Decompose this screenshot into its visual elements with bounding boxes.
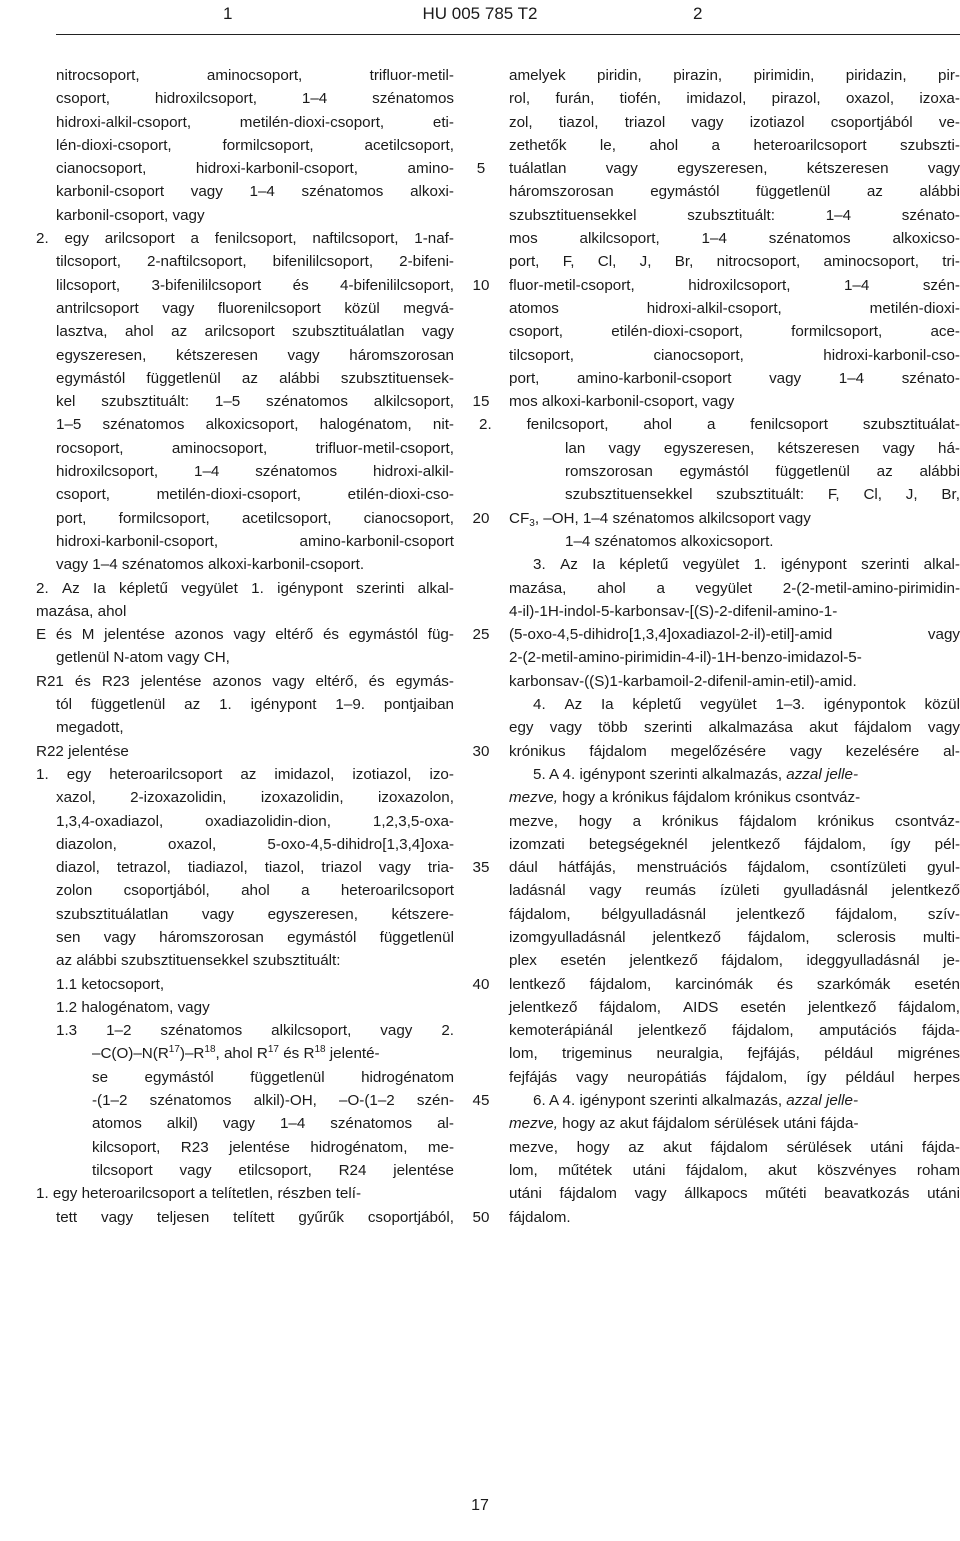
left-text-line: tól függetlenül az 1. igénypont 1–9. pontjaiban [56, 696, 454, 714]
right-text-line: 1–4 szénatomos alkoxicsoport. [565, 532, 774, 550]
right-text-line: fluor-metil-csoport, hidroxilcsoport, 1–4 szén- [509, 276, 960, 294]
right-text-line: mos alkoxi-karbonil-csoport, vagy [509, 393, 735, 411]
left-text-line: egymástól függetlenül az alábbi szubsztituensek- [56, 369, 454, 387]
left-text-line: 1. egy heteroarilcsoport az imidazol, izotiazol, izo- [36, 765, 454, 783]
line-number: 35 [472, 859, 490, 877]
left-text-line: 2. egy arilcsoport a fenilcsoport, naftilcsoport, 1-naf- [36, 230, 454, 248]
left-text-line: atomos alkil) vagy 1–4 szénatomos al- [92, 1115, 454, 1133]
right-text-line: romszorosan egymástól függetlenül az alábbi [565, 463, 960, 481]
left-text-line: antrilcsoport vagy fluorenilcsoport közül megvá- [56, 299, 454, 317]
left-text-line: az alábbi szubsztituensekkel szubsztituált: [56, 952, 341, 970]
left-text-line: getlenül N-atom vagy CH, [56, 649, 230, 667]
formula-line: $-C(O)-N(R^{17})-R^{18}$, ahol $R^{17}$ és $R^{18}$ jelenté- [92, 1044, 380, 1063]
left-text-line: 2. Az Ia képletű vegyület 1. igénypont szerinti alkal- [36, 579, 454, 597]
left-text-line: kilcsoport, R23 jelentése hidrogénatom, me- [92, 1138, 454, 1156]
left-text-line: se egymástól függetlenül hidrogénatom [92, 1068, 454, 1086]
left-text-line: hidroxi-alkil-csoport, metilén-dioxi-csoport, eti- [56, 113, 454, 131]
claim-start-line: 5. A 4. igénypont szerinti alkalmazás, azzal jelle- [533, 765, 859, 783]
left-text-line: hidroxi-karbonil-csoport, amino-karbonil-csoport [56, 532, 454, 550]
left-text-line: tilcsoport vagy etilcsoport, R24 jelentése [92, 1161, 454, 1179]
right-text-line: lentkező fájdalom, karcinómák és szarkómák esetén [509, 975, 960, 993]
right-text-line: izomzati betegségeknél jelentkező fájdalom, így pél- [509, 835, 960, 853]
left-text-line: 1–5 szénatomos alkoxicsoport, halogénatom, nit- [56, 416, 454, 434]
line-number: 25 [472, 626, 490, 644]
left-text-line: zolon csoportjából, ahol a heteroarilcsoport [56, 882, 454, 900]
right-text-line: plex esetén jelentkező fájdalom, ideggyulladásnál je- [509, 952, 960, 970]
right-text-line: jelentkező fájdalom, AIDS esetén jelentkező fájdalom, [509, 998, 960, 1016]
left-text-line: sen vagy háromszorosan egymástól függetlenül [56, 928, 454, 946]
document-id: HU 005 785 T2 [422, 4, 538, 23]
left-text-line: tett vagy teljesen telített gyűrűk csoportjából, [56, 1208, 454, 1226]
right-text-line: dául hátfájás, menstruációs fájdalom, csontízületi gyul- [509, 859, 960, 877]
left-text-line: diazol, tetrazol, tiadiazol, tiazol, triazol vagy tria- [56, 859, 454, 877]
right-text-line: szubsztituensekkel szubsztituált: 1–4 szénato- [509, 206, 960, 224]
right-text-line: (5-oxo-4,5-dihidro[1,3,4]oxadiazol-2-il)-etil]-amid vagy [509, 626, 960, 644]
right-text-line: krónikus fájdalom megelőzésére vagy kezelésére al- [509, 742, 960, 760]
left-text-line: karbonil-csoport, vagy [56, 206, 205, 224]
left-text-line: port, formilcsoport, acetilcsoport, cianocsoport, [56, 509, 454, 527]
right-text-line: szubsztituensekkel szubsztituált: F, Cl, J, Br, [565, 486, 960, 504]
left-text-line: mazása, ahol [36, 602, 127, 620]
right-text-line: egy vagy több szerinti alkalmazása akut fájdalom vagy [509, 719, 960, 737]
left-text-line: R22 jelentése [36, 742, 129, 760]
right-text-line: lom, műtétek utáni fájdalom, akut köszvényes roham [509, 1161, 960, 1179]
line-number: 5 [476, 160, 486, 178]
page-header [0, 0, 960, 36]
right-page-number: 2 [693, 4, 703, 23]
left-text-line: kel szubsztituált: 1–5 szénatomos alkilcsoport, [56, 393, 454, 411]
right-text-line: fejfájás vagy neuropátiás fájdalom, így például herpes [509, 1068, 960, 1086]
claim-start-line: 6. A 4. igénypont szerinti alkalmazás, azzal jelle- [533, 1092, 859, 1110]
left-text-line: szubsztituálatlan vagy egyszeresen, kétszere- [56, 905, 454, 923]
line-number: 20 [472, 509, 490, 527]
left-text-line: csoport, hidroxilcsoport, 1–4 szénatomos [56, 90, 454, 108]
right-text-line: zethetők le, ahol a heteroarilcsoport szubszti- [509, 136, 960, 154]
right-text-line: mezve, hogy a krónikus fájdalom krónikus csontváz- [509, 812, 960, 830]
left-text-line: lén-dioxi-csoport, formilcsoport, acetilcsoport, [56, 136, 454, 154]
left-text-line: 1.3 1–2 szénatomos alkilcsoport, vagy 2. [56, 1022, 454, 1040]
right-text-line: fájdalom. [509, 1208, 571, 1226]
cf3-line: $CF_3$, –OH, 1–4 szénatomos alkilcsoport vagy [509, 509, 811, 529]
right-text-line: lan vagy egyszeresen, kétszeresen vagy há- [565, 439, 960, 457]
right-text-line: mos alkilcsoport, 1–4 szénatomos alkoxicso- [509, 230, 960, 248]
right-text-line: atomos hidroxi-alkil-csoport, metilén-dioxi- [509, 299, 960, 317]
right-text-line: utáni fájdalom vagy állkapocs műtéti beavatkozás utáni [509, 1185, 960, 1203]
claim-cont-line: mezve, hogy a krónikus fájdalom krónikus csontváz- [509, 789, 861, 807]
right-text-line: rol, furán, tiofén, imidazol, pirazol, oxazol, izoxa- [509, 90, 960, 108]
line-number: 45 [472, 1092, 490, 1110]
right-text-line: port, amino-karbonil-csoport vagy 1–4 szénato- [509, 369, 960, 387]
right-text-line: mazása, ahol a vegyület 2-(2-metil-amino-pirimidin- [509, 579, 960, 597]
left-text-line: karbonil-csoport vagy 1–4 szénatomos alkoxi- [56, 183, 454, 201]
left-text-line: csoport, metilén-dioxi-csoport, etilén-dioxi-cso- [56, 486, 454, 504]
left-text-line: 1.2 halogénatom, vagy [56, 998, 210, 1016]
left-text-line: -(1–2 szénatomos alkil)-OH, –O-(1–2 szén- [92, 1092, 454, 1110]
right-text-line: mezve, hogy az akut fájdalom sérülések utáni fájda- [509, 1138, 960, 1156]
left-text-line: lilcsoport, 3-bifenililcsoport és 4-bifenililcsoport, [56, 276, 454, 294]
left-text-line: lasztva, ahol az arilcsoport szubsztituálatlan vagy [56, 323, 454, 341]
right-text-line: 2-(2-metil-amino-pirimidin-4-il)-1H-benzo-imidazol-5- [509, 649, 862, 667]
page-footer-number: 17 [471, 1497, 489, 1514]
right-text-line: háromszorosan egymástól függetlenül az alábbi [509, 183, 960, 201]
right-text-line: 2. fenilcsoport, ahol a fenilcsoport szubsztituálat- [479, 416, 960, 434]
right-text-line: amelyek piridin, pirazin, pirimidin, piridazin, pir- [509, 67, 960, 84]
right-text-line: port, F, Cl, J, Br, nitrocsoport, aminocsoport, tri- [509, 253, 960, 271]
claim-cont-line: mezve, hogy az akut fájdalom sérülések utáni fájda- [509, 1115, 859, 1133]
line-number: 40 [472, 975, 490, 993]
header-rule [56, 34, 960, 35]
left-text-line: E és M jelentése azonos vagy eltérő és egymástól füg- [36, 626, 454, 644]
left-text-line: cianocsoport, hidroxi-karbonil-csoport, amino- [56, 160, 454, 178]
right-text-line: lom, trigeminus neuralgia, fejfájás, például migrénes [509, 1045, 960, 1063]
right-text-line: zol, tiazol, triazol vagy izotiazol csoportjából ve- [509, 113, 960, 131]
left-text-line: vagy 1–4 szénatomos alkoxi-karbonil-csoport. [56, 556, 365, 574]
right-text-line: csoport, etilén-dioxi-csoport, formilcsoport, ace- [509, 323, 960, 341]
left-text-line: xazol, 2-izoxazolidin, izoxazolidin, izoxazolon, [56, 789, 454, 807]
left-text-line: rocsoport, aminocsoport, trifluor-metil-csoport, [56, 439, 454, 457]
left-text-line: egyszeresen, kétszeresen vagy háromszorosan [56, 346, 454, 364]
left-column [36, 64, 454, 1229]
left-text-line: tilcsoport, 2-naftilcsoport, bifenililcsoport, 2-bifeni- [56, 253, 454, 271]
left-page-number: 1 [223, 4, 233, 23]
right-text-line: tuálatlan vagy egyszeresen, kétszeresen vagy [509, 160, 960, 178]
left-text-line: R21 és R23 jelentése azonos vagy eltérő, és egymás- [36, 672, 454, 690]
line-number: 30 [472, 742, 490, 760]
right-text-line: 4-il)-1H-indol-5-karbonsav-[(S)-2-difenil-amino-1- [509, 602, 838, 620]
line-number: 50 [472, 1208, 490, 1226]
left-text-line: nitrocsoport, aminocsoport, trifluor-metil- [56, 67, 454, 84]
left-text-line: diazolon, oxazol, 5-oxo-4,5-dihidro[1,3,4]oxa- [56, 835, 454, 853]
left-text-line: megadott, [56, 719, 124, 737]
left-text-line: 1.1 ketocsoport, [56, 975, 165, 993]
right-text-line: karbonsav-((S)1-karbamoil-2-difenil-amin-etil)-amid. [509, 672, 857, 690]
right-text-line: fájdalom, bélgyulladásnál jelentkező fájdalom, szív- [509, 905, 960, 923]
right-text-line: tilcsoport, cianocsoport, hidroxi-karbonil-cso- [509, 346, 960, 364]
line-number: 10 [472, 276, 490, 294]
left-text-line: hidroxilcsoport, 1–4 szénatomos hidroxi-alkil- [56, 463, 454, 481]
line-number: 15 [472, 393, 490, 411]
right-text-line: 4. Az Ia képletű vegyület 1–3. igénypontok közül [533, 696, 960, 714]
right-text-line: kemoterápiánál jelentkező fájdalom, amputációs fájda- [509, 1022, 960, 1040]
right-text-line: izomgyulladásnál jelentkező fájdalom, sclerosis multi- [509, 928, 960, 946]
right-text-line: ladásnál vagy reumás ízületi gyulladásnál jelentkező [509, 882, 960, 900]
right-text-line: 3. Az Ia képletű vegyület 1. igénypont szerinti alkal- [533, 556, 960, 574]
left-text-line: 1. egy heteroarilcsoport a telítetlen, részben telí- [36, 1185, 362, 1203]
left-text-line: 1,3,4-oxadiazol, oxadiazolidin-dion, 1,2,3,5-oxa- [56, 812, 454, 830]
